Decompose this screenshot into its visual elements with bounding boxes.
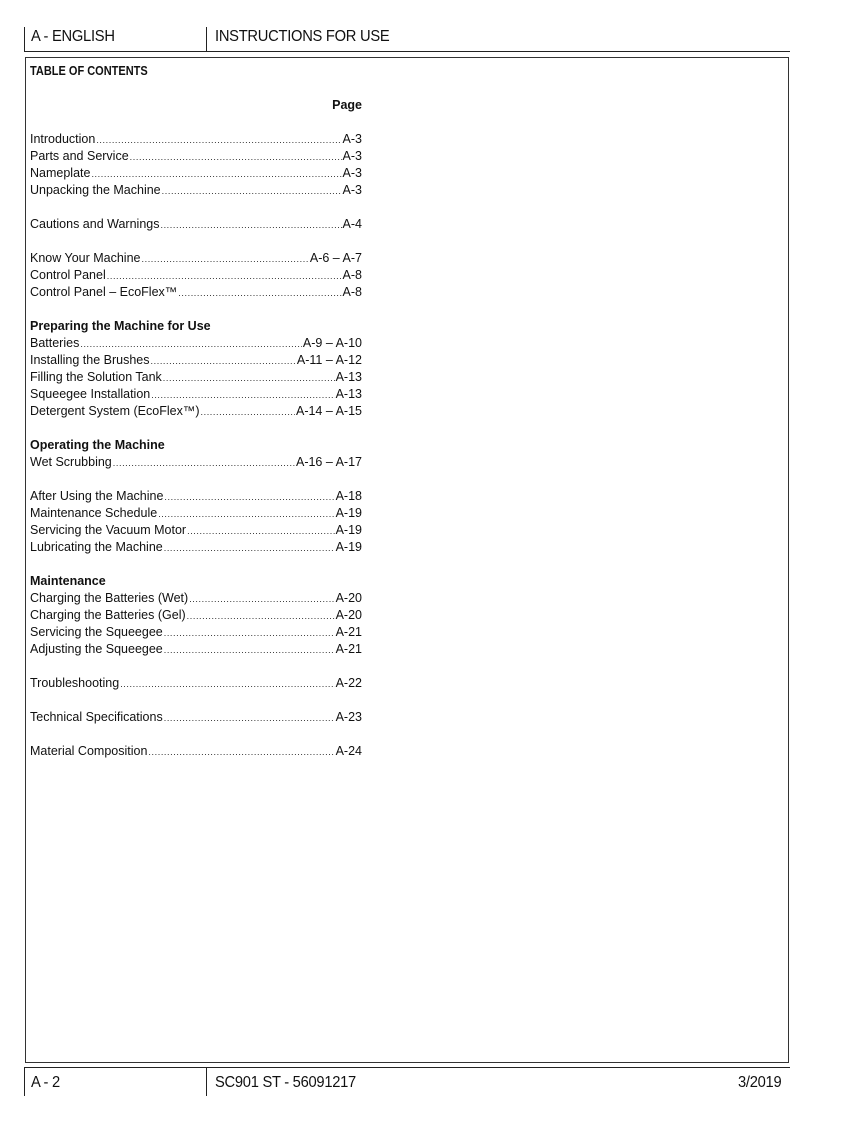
- toc-entry-label: Charging the Batteries (Wet): [30, 591, 189, 605]
- toc-entry: [30, 182, 362, 199]
- toc-dot-leader: [151, 353, 296, 369]
- toc-entry-page: A-21: [335, 642, 362, 656]
- toc-entry: [30, 488, 362, 505]
- toc-dot-leader: [130, 149, 342, 165]
- toc-entry-label: Nameplate: [30, 166, 91, 180]
- toc-entry-page: A-20: [335, 608, 362, 622]
- toc-dot-leader: [187, 608, 335, 624]
- toc-entry: [30, 454, 362, 471]
- toc-entry-label: Parts and Service: [30, 149, 129, 163]
- toc-group: [30, 675, 362, 692]
- toc-entry-label: After Using the Machine: [30, 489, 164, 503]
- toc-entry-page: A-20: [335, 591, 362, 605]
- toc-dot-leader: [113, 455, 295, 471]
- toc-group: [30, 216, 362, 233]
- toc-group: [30, 335, 362, 420]
- toc-entry-label: Know Your Machine: [30, 251, 141, 265]
- toc-entry-label: Adjusting the Squeegee: [30, 642, 163, 656]
- toc-entry-label: Installing the Brushes: [30, 353, 150, 367]
- toc-entry-label: Servicing the Squeegee: [30, 625, 163, 639]
- toc-entry-label: Servicing the Vacuum Motor: [30, 523, 187, 537]
- toc-entry: [30, 522, 362, 539]
- toc-group: [30, 131, 362, 199]
- toc-entry-page: A-8: [342, 268, 362, 282]
- table-of-contents: [30, 131, 362, 760]
- toc-dot-leader: [164, 642, 335, 658]
- toc-dot-leader: [96, 132, 341, 148]
- toc-entry-page: A-21: [335, 625, 362, 639]
- toc-entry-label: Introduction: [30, 132, 96, 146]
- toc-dot-leader: [158, 506, 334, 522]
- toc-entry-page: A-19: [335, 540, 362, 554]
- toc-entry-label: Wet Scrubbing: [30, 455, 112, 469]
- toc-dot-leader: [164, 710, 335, 726]
- toc-entry-label: Unpacking the Machine: [30, 183, 161, 197]
- toc-dot-leader: [164, 540, 335, 556]
- footer-document-id: SC901 ST - 56091217: [215, 1074, 356, 1091]
- toc-dot-leader: [80, 336, 302, 352]
- footer-date: 3/2019: [738, 1074, 782, 1091]
- toc-entry-page: A-14 – A-15: [295, 404, 362, 418]
- toc-entry-label: Filling the Solution Tank: [30, 370, 162, 384]
- toc-entry-label: Material Composition: [30, 744, 148, 758]
- toc-entry-label: Detergent System (EcoFlex™): [30, 404, 200, 418]
- toc-entry: [30, 148, 362, 165]
- toc-group: [30, 590, 362, 658]
- toc-entry-page: A-13: [335, 370, 362, 384]
- toc-group: [30, 488, 362, 556]
- toc-entry: [30, 267, 362, 284]
- toc-entry-label: Maintenance Schedule: [30, 506, 158, 520]
- toc-entry-label: Batteries: [30, 336, 80, 350]
- toc-entry: [30, 624, 362, 641]
- toc-dot-leader: [148, 744, 334, 760]
- toc-entry-page: A-13: [335, 387, 362, 401]
- toc-entry-page: A-11 – A-12: [296, 353, 362, 367]
- header-rule: [24, 51, 790, 52]
- toc-entry: [30, 675, 362, 692]
- toc-entry-page: A-3: [342, 183, 362, 197]
- toc-dot-leader: [201, 404, 295, 420]
- toc-entry: [30, 743, 362, 760]
- toc-entry-page: A-3: [342, 149, 362, 163]
- toc-entry: [30, 607, 362, 624]
- toc-section-heading-preparing: Preparing the Machine for Use: [30, 319, 211, 333]
- toc-dot-leader: [142, 251, 309, 267]
- toc-entry-page: A-18: [335, 489, 362, 503]
- toc-entry-label: Charging the Batteries (Gel): [30, 608, 186, 622]
- toc-dot-leader: [164, 489, 334, 505]
- header-document-title: INSTRUCTIONS FOR USE: [215, 28, 390, 45]
- footer-page-number: A - 2: [31, 1074, 60, 1091]
- toc-entry: [30, 505, 362, 522]
- toc-entry: [30, 250, 362, 267]
- toc-entry-label: Lubricating the Machine: [30, 540, 163, 554]
- toc-dot-leader: [162, 183, 342, 199]
- toc-group: [30, 454, 362, 471]
- header-section-label: A - ENGLISH: [31, 28, 115, 45]
- toc-entry-page: A-6 – A-7: [309, 251, 362, 265]
- toc-dot-leader: [163, 370, 335, 386]
- toc-entry-page: A-4: [342, 217, 362, 231]
- toc-entry: [30, 709, 362, 726]
- toc-dot-leader: [151, 387, 334, 403]
- toc-entry: [30, 590, 362, 607]
- header-left-rule: [24, 27, 25, 51]
- toc-entry-page: A-23: [335, 710, 362, 724]
- toc-title: TABLE OF CONTENTS: [30, 64, 148, 78]
- toc-group: [30, 250, 362, 301]
- toc-entry-label: Squeegee Installation: [30, 387, 151, 401]
- toc-entry-page: A-3: [342, 166, 362, 180]
- toc-entry-page: A-24: [335, 744, 362, 758]
- toc-dot-leader: [164, 625, 335, 641]
- toc-entry: [30, 165, 362, 182]
- toc-entry: [30, 539, 362, 556]
- toc-group: [30, 709, 362, 726]
- footer-divider-rule: [206, 1068, 207, 1096]
- toc-dot-leader: [189, 591, 334, 607]
- toc-section-heading-operating: Operating the Machine: [30, 438, 165, 452]
- toc-dot-leader: [107, 268, 342, 284]
- toc-entry-label: Cautions and Warnings: [30, 217, 160, 231]
- toc-entry: [30, 284, 362, 301]
- toc-dot-leader: [120, 676, 334, 692]
- toc-dot-leader: [91, 166, 341, 182]
- toc-group: [30, 743, 362, 760]
- toc-entry-label: Control Panel – EcoFlex™: [30, 285, 178, 299]
- toc-dot-leader: [178, 285, 341, 301]
- toc-dot-leader: [160, 217, 341, 233]
- footer-rule: [24, 1067, 790, 1068]
- toc-entry-page: A-16 – A-17: [295, 455, 362, 469]
- toc-dot-leader: [187, 523, 335, 539]
- toc-entry-page: A-8: [342, 285, 362, 299]
- toc-entry: [30, 641, 362, 658]
- toc-entry-page: A-19: [335, 523, 362, 537]
- toc-section-heading-maintenance: Maintenance: [30, 574, 106, 588]
- toc-page-column-label: Page: [332, 98, 362, 112]
- toc-entry: [30, 131, 362, 148]
- toc-entry-label: Troubleshooting: [30, 676, 120, 690]
- toc-entry-label: Control Panel: [30, 268, 106, 282]
- toc-entry: [30, 216, 362, 233]
- toc-entry: [30, 369, 362, 386]
- header-divider-rule: [206, 27, 207, 51]
- toc-entry: [30, 352, 362, 369]
- toc-entry-page: A-22: [335, 676, 362, 690]
- toc-entry-page: A-19: [335, 506, 362, 520]
- toc-entry-page: A-9 – A-10: [302, 336, 362, 350]
- toc-entry: [30, 335, 362, 352]
- toc-entry: [30, 403, 362, 420]
- toc-entry-label: Technical Specifications: [30, 710, 163, 724]
- footer-left-rule: [24, 1068, 25, 1096]
- toc-entry-page: A-3: [342, 132, 362, 146]
- toc-entry: [30, 386, 362, 403]
